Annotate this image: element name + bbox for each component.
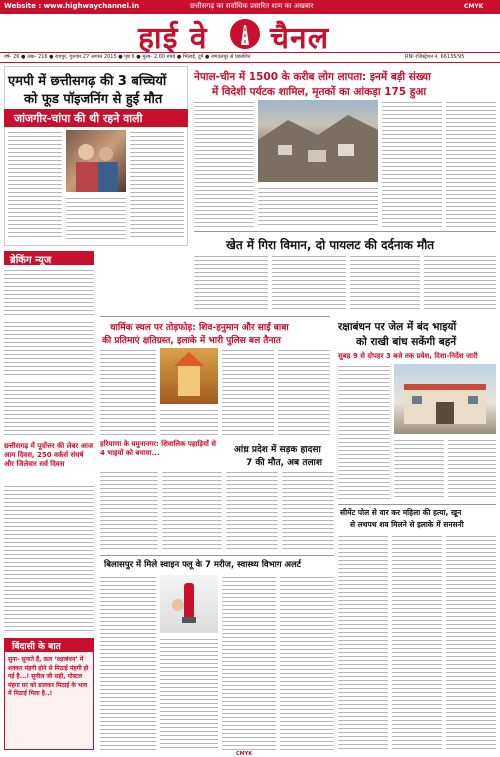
- cartoon-text: सुना- सुनाते हैं, कल ‘रक्षाबंधन’ में शक्कर मंहगी होने से मिठाई मंहगी हो गई है...! सुनील जी सही, पोस्टल मंहगा घर को डालकर मिठाई के भाव में मिठाई मिला है..!: [8, 656, 89, 697]
- temple-headline-1: धार्मिक स्थल पर तोड़फोड़: शिव-हनुमान और साईं बाबा: [110, 323, 289, 333]
- breaking-body-1: [4, 268, 94, 316]
- swine-photo: [160, 575, 218, 633]
- swine-divider: [100, 555, 334, 556]
- cg-headline: छत्तीसगढ़ में पूर्वोत्तर की लेबर आज आम दिवस, 250 वर्कर्स संघर्ष और जिलेवार सर्व दिवस: [4, 442, 94, 468]
- andhra-headline-2: 7 की मौत, अब तलाश: [246, 458, 322, 468]
- rakhi-headline-1: रक्षाबंधन पर जेल में बंद भाइयों: [338, 321, 457, 333]
- temple-divider: [100, 316, 330, 317]
- cement-headline-1: सीमेंट पोल से वार कर महिला की हत्या, खून: [340, 508, 462, 517]
- cmyk-label: CMYK: [464, 3, 484, 10]
- rakhi-body-col3: [448, 438, 496, 500]
- nepal-headline-1: नेपाल-चीन में 1500 के करीब लोग लापता: इनमें बड़ी संख्या: [194, 71, 431, 83]
- masthead-road-logo: [230, 19, 260, 49]
- lead-body-under-photo: [66, 196, 126, 240]
- swine-headline: बिलासपुर में मिले स्वाइन फ्लू के 7 मरीज, स्वास्थ्य विभाग अलर्ट: [104, 560, 302, 570]
- swine-body-under-photo: [160, 637, 218, 751]
- footer-cmyk: CMYK: [236, 751, 253, 757]
- nepal-photo: [258, 100, 378, 182]
- cartoon-title: बिंदासी के बात: [12, 642, 61, 652]
- haryana-body-col1: [100, 470, 158, 550]
- cement-body-col3: [446, 534, 496, 750]
- temple-body-col1: [100, 348, 156, 436]
- cg-body: [4, 484, 94, 634]
- breaking-label: ब्रेकिंग न्यूज: [10, 255, 52, 266]
- nepal-body-col1: [194, 100, 254, 228]
- road-icon: [230, 19, 260, 49]
- rakhi-headline-2: को राखी बांध सकेंगी बहनें: [356, 336, 457, 348]
- rakhi-body-col2: [394, 438, 444, 500]
- plane-body-col1: [194, 254, 268, 312]
- lead-subhead: जांजगीर-चांपा की थी रहने वाली: [14, 112, 143, 125]
- temple-body-under: [160, 408, 218, 436]
- cement-headline-2: से लथपथ शव मिलने से इलाके में सनसनी: [350, 520, 464, 529]
- plane-divider: [194, 231, 496, 232]
- andhra-body-col1: [226, 470, 278, 550]
- nepal-body-col2: [382, 100, 442, 228]
- breaking-body-3: [4, 380, 94, 438]
- plane-body-col2: [272, 254, 346, 312]
- andhra-body-col2: [282, 470, 334, 550]
- breaking-body-2: [4, 320, 94, 376]
- rni-label: RNI रजिस्ट्रेशन नं. 66135/95: [405, 54, 465, 60]
- lead-headline-1: एमपी में छत्तीसगढ़ की 3 बच्चियों: [8, 74, 167, 89]
- cement-divider: [338, 504, 496, 505]
- website-label: Website : www.highwaychannel.in: [4, 2, 140, 10]
- swine-body-col2: [222, 575, 276, 751]
- cement-body-col1: [338, 534, 388, 750]
- masthead-title-right: चैनल: [270, 21, 330, 56]
- issue-line: वर्ष- 26 ● अंक- 216 ● रायपुर, गुरुवार 27 अगस्त 2015 ● पृष्ठ 6 ● मूल्य- 2.00 रुपये ● भिलाई, दुर्ग ● जगदलपुर से प्रकाशित: [4, 54, 251, 60]
- nepal-body-under: [258, 186, 378, 228]
- nepal-headline-2: में विदेशी पर्यटक शामिल, मृतकों का आंकड़ा 175 हुआ: [212, 86, 427, 98]
- rakhi-jail-photo: [394, 364, 496, 434]
- temple-headline-2: की प्रतिमाएं क्षतिग्रस्त, इलाके में भारी पुलिस बल तैनात: [102, 336, 281, 346]
- swine-body-col3: [280, 575, 334, 751]
- cement-body-col2: [392, 534, 442, 750]
- lead-headline-2: को फूड पॉइजनिंग से हुई मौत: [24, 92, 163, 107]
- nepal-body-col3: [446, 100, 496, 228]
- plane-body-col3: [350, 254, 420, 312]
- lead-body-col2: [130, 130, 184, 240]
- lead-photo: [66, 130, 126, 192]
- lead-body-col1: [8, 130, 62, 240]
- andhra-headline-1: आंध्र प्रदेश में सड़क हादसा: [234, 445, 321, 455]
- temple-photo: [160, 348, 218, 404]
- haryana-headline: हरियाणा के यमुनानगर: शिवालिक पहाड़ियों से 4 भाइयों को बचाया...: [100, 440, 217, 457]
- plane-body-col4: [424, 254, 496, 312]
- swine-body-col1: [100, 575, 156, 751]
- plane-headline: खेत में गिरा विमान, दो पायलट की दर्दनाक मौत: [226, 238, 435, 252]
- temple-body-col2: [222, 348, 274, 436]
- temple-body-col3: [278, 348, 330, 436]
- haryana-body-col2: [162, 470, 222, 550]
- masthead-title-left: हाई वे: [138, 21, 208, 56]
- rakhi-body-col1: [338, 364, 390, 500]
- tagline: छत्तीसगढ़ का सर्वाधिक प्रसारित शाम का अखबार: [190, 2, 314, 10]
- rakhi-subhead: सुबह 9 से दोपहर 3 बजे तक प्रवेश, दिशा-निर्देश जारी: [338, 352, 478, 360]
